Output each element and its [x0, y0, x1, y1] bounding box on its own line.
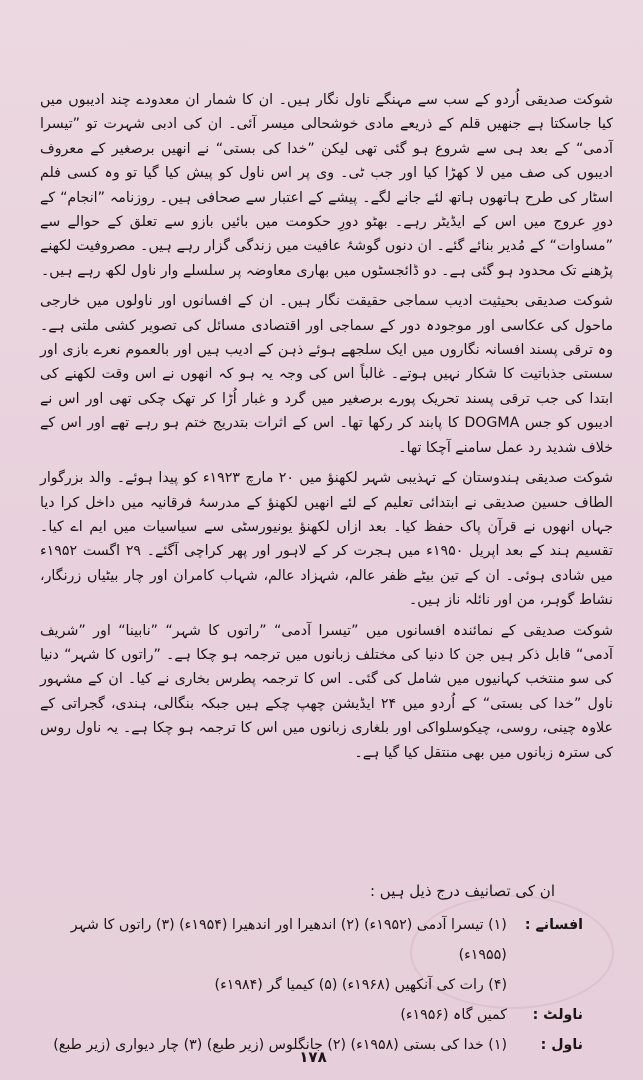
afsane-label: افسانے : — [524, 917, 583, 933]
works-list — [50, 910, 583, 1060]
paragraph-intro: شوکت صدیقی اُردو کے سب سے مہنگے ناول نگار ہیں۔ ان کا شمار ان معدودے چند ادیبوں میں کیا جاسکتا ہے جنھیں قلم کے ذریعے مادی خوشحالی میسر آئی۔ ان کی ادبی شہرت تو ”تیسرا آدمی“ کے بعد ہی سے شروع ہو گئی تھی لیکن ”خدا کی بستی“ نے انھیں برصغیر کے معروف ادیبوں کی صف میں لا کھڑا کیا اور جب ٹی۔ وی پر اس ناول کو پیش کیا گیا تو وہ کسی فلم اسٹار کی طرح ہاتھوں ہاتھ لئے جانے لگے۔ پیشے کے اعتبار سے صحافی ہیں۔ روزنامہ ”انجام“ کے دورِ عروج میں اس کے ایڈیٹر رہے۔ بھٹو دورِ حکومت میں بائیں بازو سے تعلق کے حوالے سے ”مساوات“ کے مُدیر بنائے گئے۔ ان دنوں گوشۂ عافیت میں زندگی گزار رہے ہیں۔ مصروفیت لکھنے پڑھنے تک محدود ہو گئی ہے۔ دو ڈائجسٹوں میں بھاری معاوضہ پر سلسلے وار ناول لکھ رہے ہیں۔ — [40, 92, 613, 279]
page-number: ۱۷۸ — [299, 1048, 327, 1066]
works-heading: ان کی تصانیف درج ذیل ہیں : — [369, 882, 555, 900]
body-text — [40, 88, 613, 771]
works-row-afsane — [50, 910, 583, 970]
novelette-items: کمیں گاہ (۱۹۵۶ء) — [400, 1007, 507, 1023]
paragraph-biography: شوکت صدیقی ہندوستان کے تہذیبی شہر لکھنؤ میں ۲۰ مارچ ۱۹۲۳ء کو پیدا ہوئے۔ والد بزرگوار الطاف حسین صدیقی نے ابتدائی تعلیم کے لئے انھیں لکھنؤ کے مدرسۂ فرقانیہ میں داخل کرا دیا جہاں انھوں نے قرآن پاک حفظ کیا۔ بعد ازاں لکھنؤ یونیورسٹی سے سیاسیات میں ایم اے کیا۔ تقسیم ہند کے بعد اپریل ۱۹۵۰ء میں ہجرت کر کے لاہور اور پھر کراچی آگئے۔ ۲۹ اگست ۱۹۵۲ء میں شادی ہوئی۔ ان کے تین بیٹے ظفر عالم، شہزاد عالم، شہاب کامران اور چار بیٹیاں زرنگار، نشاط گوہر، من اور نائلہ ناز ہیں۔ — [40, 470, 613, 609]
works-row-novelette — [50, 1000, 583, 1030]
paragraph-style: شوکت صدیقی بحیثیت ادیب سماجی حقیقت نگار ہیں۔ ان کے افسانوں اور ناولوں میں خارجی ماحول کی عکاسی اور موجودہ دور کے سماجی اور اقتصادی مسائل کی تصویر کشی ملتی ہے۔ وہ ترقی پسند افسانہ نگاروں میں ایک سلجھے ہوئے ذہن کے ادیب ہیں اور بالعموم نعرے بازی اور سستی جذباتیت کا شکار نہیں ہوتے۔ غالباً اس کی وجہ یہ ہو کہ انھوں نے اس وقت لکھنے کی ابتدا کی جب ترقی پسند تحریک پورے برصغیر میں گرد و غبار اُڑا کر تھک چکی تھی اور اس نے ادیبوں کو جس DOGMA کا پابند کر رکھا تھا۔ اس کے اثرات بتدریج ختم ہو رہے تھے اور اس کے خلاف شدید رد عمل سامنے آچکا تھا۔ — [40, 293, 613, 456]
afsane-items-2: (۴) رات کی آنکھیں (۱۹۶۸ء) (۵) کیمیا گر (۱۹۸۴ء) — [214, 977, 507, 993]
novelette-label: ناولٹ : — [532, 1007, 583, 1023]
novel-label: ناول : — [540, 1037, 583, 1053]
novel-items: (۱) خدا کی بستی (۱۹۵۸ء) (۲) جانگلوس (زیر طبع) (۳) چار دیواری (زیر طبع) — [53, 1037, 507, 1053]
paragraph-translations: شوکت صدیقی کے نمائندہ افسانوں میں ”تیسرا آدمی“ ”راتوں کا شہر“ ”نابینا“ اور ”شریف آدمی“ قابل ذکر ہیں جن کا دنیا کی مختلف زبانوں میں ترجمہ ہو چکا ہے۔ ”راتوں کا شہر“ دنیا کی سو منتخب کہانیوں میں شامل کی گئی۔ اس کا ترجمہ پطرس بخاری نے کیا۔ ان کے مشہور ناول ”خدا کی بستی“ کے اُردو میں ۲۴ ایڈیشن چھپ چکے ہیں جبکہ بنگالی، ہندی، گجراتی کے علاوہ چینی، روسی، چیکوسلواکی اور بلغاری زبانوں میں اس کا ترجمہ ہو چکا ہے۔ یہ ناول روس کی سترہ زبانوں میں بھی منتقل کیا گیا ہے۔ — [40, 622, 613, 761]
afsane-items-1: (۱) تیسرا آدمی (۱۹۵۲ء) (۲) اندھیرا اور اندھیرا (۱۹۵۴ء) (۳) راتوں کا شہر (۱۹۵۵ء) — [70, 917, 507, 963]
works-row-afsane-cont — [50, 970, 583, 1000]
